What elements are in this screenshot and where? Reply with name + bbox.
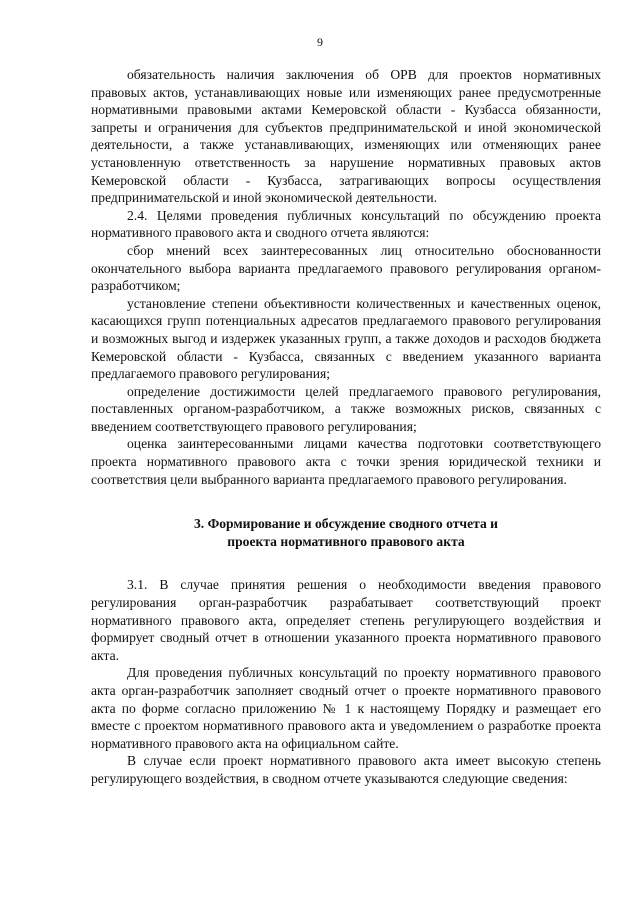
section-heading — [91, 515, 601, 550]
paragraph-public-consultations: Для проведения публичных консультаций по проекту нормативного правового акта орган-разработчик заполняет сводный отчет о проекте нормативного правового акта по форме согласно приложению № 1 к настоящему Порядку и размещает его вместе с проектом нормативного правового акта и уведомлением о разработке проекта нормативного правового акта на официальном сайте. — [91, 665, 601, 751]
paragraph-3-1: 3.1. В случае принятия решения о необходимости введения правового регулирования орган-разработчик разрабатывает соответствующий проект нормативного правового акта, определяет степень регулирующего воздействия и формирует сводный отчет в отношении указанного проекта нормативного правового акта. — [91, 577, 601, 663]
page-number: 9 — [317, 35, 323, 49]
section-heading-line1: 3. Формирование и обсуждение сводного отчета и — [193, 516, 498, 532]
paragraph-2-4: 2.4. Целями проведения публичных консультаций по обсуждению проекта нормативного правового акта и сводного отчета являются: — [91, 207, 601, 241]
section-heading-line2: проекта нормативного правового акта — [227, 533, 465, 549]
document-body — [91, 66, 601, 788]
paragraph-opinions: сбор мнений всех заинтересованных лиц относительно обоснованности окончательного выбора варианта предлагаемого правового регулирования органом-разработчиком; — [91, 242, 601, 294]
paragraph-objectivity: установление степени объективности количественных и качественных оценок, касающихся групп потенциальных адресатов предлагаемого правового регулирования и возможных выгод и издержек указанных групп, а также доходов и расходов бюджета Кемеровской области - Кузбасса, связанных с введением указанного варианта предлагаемого правового регулирования; — [91, 295, 601, 382]
paragraph-assessment: оценка заинтересованными лицами качества подготовки соответствующего проекта нормативного правового акта с точки зрения юридической техники и соответствия цели выбранного варианта предлагаемого правового регулирования. — [91, 436, 601, 487]
paragraph-goals: определение достижимости целей предлагаемого правового регулирования, поставленных органом-разработчиком, а также возможных рисков, связанных с введением соответствующего правового регулирования; — [91, 383, 601, 434]
paragraph-high-impact: В случае если проект нормативного правового акта имеет высокую степень регулирующего воздействия, в сводном отчете указываются следующие сведения: — [91, 753, 601, 786]
paragraph-orv-requirement: обязательность наличия заключения об ОРВ для проектов нормативных правовых актов, устанавливающих новые или изменяющих ранее предусмотренные нормативными правовыми актами Кемеровской области - Кузбасса обязанности, запреты и ограничения для субъектов предпринимательской и иной экономической деятельности, а также устанавливающих, изменяющих или отменяющих ранее установленную ответственность за нарушение нормативных правовых актов Кемеровской области - Кузбасса, затрагивающих вопросы осуществления предпринимательской и иной экономической деятельности. — [91, 67, 601, 206]
